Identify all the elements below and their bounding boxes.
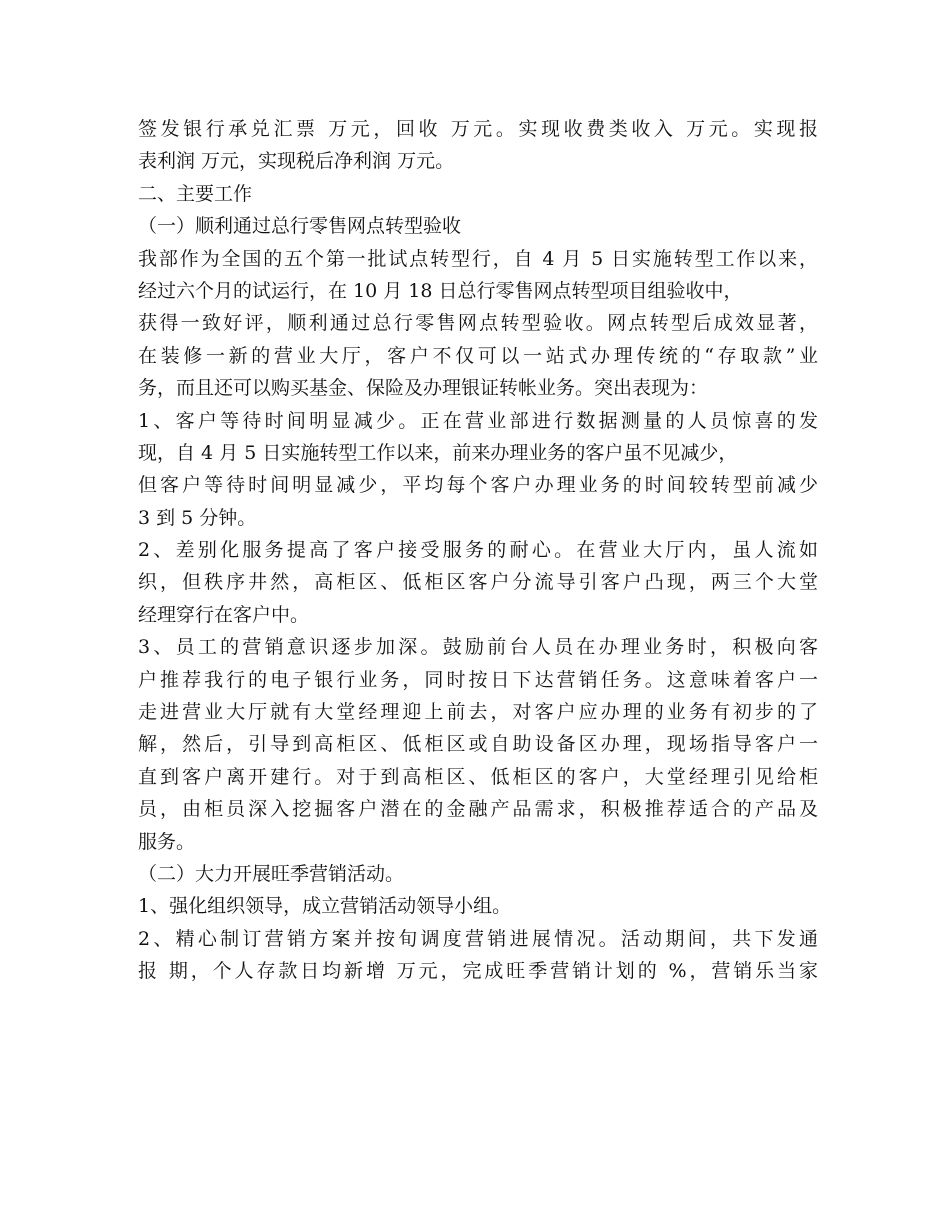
text-line: 获得一致好评，顺利通过总行零售网点转型验收。网点转型后成效显著， xyxy=(138,312,818,335)
text-line: 签发银行承兑汇票 万元，回收 万元。实现收费类收入 万元。实现报 xyxy=(138,118,818,140)
text-line: 2、精心制订营销方案并按旬调度营销进展情况。活动期间，共下发通 xyxy=(138,927,818,950)
text-line: （一）顺利通过总行零售网点转型验收 xyxy=(138,215,462,238)
text-line: 直到客户离开建行。对于到高柜区、低柜区的客户，大堂经理引见给柜 xyxy=(138,765,818,788)
text-line: 走进营业大厅就有大堂经理迎上前去，对客户应办理的业务有初步的了 xyxy=(138,701,818,724)
text-line: 报 期，个人存款日均新增 万元，完成旺季营销计划的 %，营销乐当家 xyxy=(138,960,818,983)
text-line: 经理穿行在客户中。 xyxy=(138,603,310,626)
text-line: 员，由柜员深入挖掘客户潜在的金融产品需求，积极推荐适合的产品及 xyxy=(138,798,818,821)
text-line: 2、差别化服务提高了客户接受服务的耐心。在营业大厅内，虽人流如 xyxy=(138,539,818,562)
text-line: 1、强化组织领导，成立营销活动领导小组。 xyxy=(138,895,512,918)
text-line: 经过六个月的试运行，在 10 月 18 日总行零售网点转型项目组验收中， xyxy=(138,279,743,302)
text-line: 服务。 xyxy=(138,830,196,853)
text-line: 我部作为全国的五个第一批试点转型行，自 4 月 5 日实施转型工作以来， xyxy=(138,247,818,270)
text-line: 1、客户等待时间明显减少。正在营业部进行数据测量的人员惊喜的发 xyxy=(138,409,818,432)
text-line: （二）大力开展旺季营销活动。 xyxy=(138,862,405,885)
document-body xyxy=(138,113,818,988)
text-line: 但客户等待时间明显减少，平均每个客户办理业务的时间较转型前减少 xyxy=(138,474,818,497)
text-line: 现，自 4 月 5 日实施转型工作以来，前来办理业务的客户虽不见减少， xyxy=(138,441,738,464)
text-line: 表利润 万元，实现税后净利润 万元。 xyxy=(138,150,455,173)
text-line: 3、员工的营销意识逐步加深。鼓励前台人员在办理业务时，积极向客 xyxy=(138,636,818,659)
text-line: 户推荐我行的电子银行业务，同时按日下达营销任务。这意味着客户一 xyxy=(138,668,818,691)
text-line: 在装修一新的营业大厅，客户不仅可以一站式办理传统的“存取款”业 xyxy=(138,344,818,367)
text-line: 解，然后，引导到高柜区、低柜区或自助设备区办理，现场指导客户一 xyxy=(138,733,818,756)
text-line: 3 到 5 分钟。 xyxy=(138,506,257,529)
text-line: 务，而且还可以购买基金、保险及办理银证转帐业务。突出表现为： xyxy=(138,377,709,400)
text-line: 织，但秩序井然，高柜区、低柜区客户分流导引客户凸现，两三个大堂 xyxy=(138,571,818,594)
text-line: 二、主要工作 xyxy=(138,182,253,205)
